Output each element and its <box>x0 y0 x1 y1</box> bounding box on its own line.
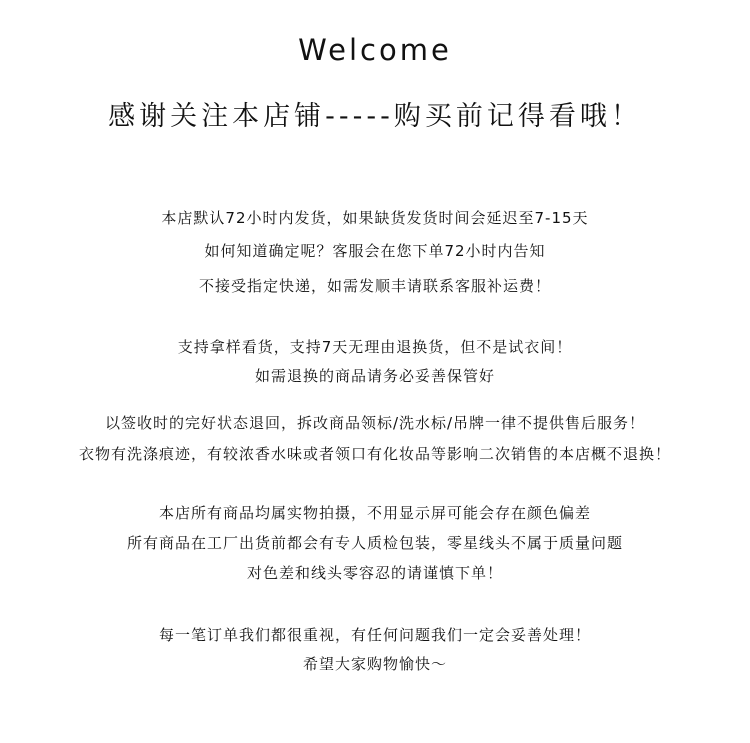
welcome-title: Welcome <box>298 33 452 67</box>
quality-check-line: 所有商品在工厂出货前都会有专人质检包装，零星线头不属于质量问题 <box>126 534 623 552</box>
order-caution-line: 对色差和线头零容忍的请谨慎下单！ <box>246 564 503 582</box>
courier-policy-line: 不接受指定快递，如需发顺丰请联系客服补运费！ <box>198 277 551 295</box>
color-difference-line: 本店所有商品均属实物拍摄，不用显示屏可能会存在颜色偏差 <box>158 504 591 522</box>
shipping-time-line: 本店默认72小时内发货，如果缺货发货时间会延迟至7-15天 <box>161 209 589 227</box>
shipping-confirm-line: 如何知道确定呢？客服会在您下单72小时内告知 <box>204 242 546 260</box>
thanks-subtitle: 感谢关注本店铺-----购买前记得看哦！ <box>108 101 642 132</box>
service-promise-line: 每一笔订单我们都很重视，有任何问题我们一定会妥善处理！ <box>158 626 591 644</box>
no-return-line: 衣物有洗涤痕迹，有较浓香水味或者领口有化妆品等影响二次销售的本店概不退换！ <box>78 445 671 463</box>
return-condition-line: 以签收时的完好状态退回，拆改商品领标/洗水标/吊牌一律不提供售后服务！ <box>104 414 646 432</box>
wish-line: 希望大家购物愉快～ <box>302 655 447 673</box>
return-care-line: 如需退换的商品请务必妥善保管好 <box>254 367 495 385</box>
return-policy-line: 支持拿样看货，支持7天无理由退换货，但不是试衣间！ <box>177 338 573 356</box>
